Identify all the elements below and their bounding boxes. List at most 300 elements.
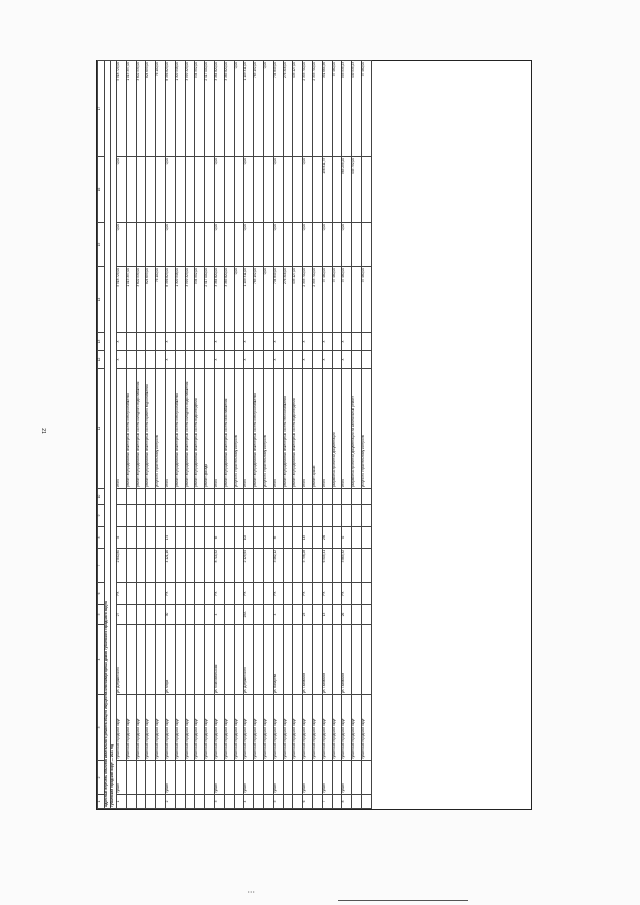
table-cell bbox=[117, 489, 127, 505]
table-cell: Х bbox=[165, 351, 175, 369]
table-cell bbox=[263, 795, 273, 809]
table-cell bbox=[244, 489, 254, 505]
table-cell: 0,00 bbox=[342, 223, 352, 267]
table-cell: 0,00 bbox=[244, 223, 254, 267]
table-cell: Губкинский городской округ bbox=[146, 695, 156, 761]
table-cell: ремонт внутридомовых инженерных систем теплоснабжения bbox=[283, 369, 293, 489]
table-cell: 8 bbox=[342, 795, 352, 809]
table-cell: 0,00 bbox=[244, 157, 254, 223]
table-row bbox=[156, 61, 166, 809]
table-cell bbox=[185, 795, 195, 809]
column-number-cell: 1 bbox=[98, 795, 105, 809]
table-cell bbox=[146, 761, 156, 795]
table-cell: 156 811,75 bbox=[322, 157, 332, 223]
table-cell: 5 798,28 bbox=[303, 549, 313, 583]
table-cell: Губкинский городской округ bbox=[273, 695, 283, 761]
table-cell bbox=[136, 489, 146, 505]
table-cell bbox=[156, 489, 166, 505]
table-cell bbox=[254, 625, 264, 695]
column-number-cell: 2 bbox=[98, 761, 105, 795]
table-cell: Губкин bbox=[117, 761, 127, 795]
footnote-marks: • • • bbox=[248, 889, 255, 894]
table-cell bbox=[156, 549, 166, 583]
table-cell bbox=[156, 505, 166, 527]
table-cell: 3 385 820,00 bbox=[224, 267, 234, 333]
table-cell bbox=[205, 333, 215, 351]
table-cell bbox=[361, 333, 371, 351]
table-cell: 8 356 823,00 bbox=[165, 267, 175, 333]
table-cell bbox=[195, 505, 205, 527]
table-cell bbox=[283, 605, 293, 625]
column-number-cell: 12 bbox=[98, 351, 105, 369]
table-cell: ул. Комсомольская bbox=[214, 625, 224, 695]
table-cell bbox=[136, 549, 146, 583]
table-cell bbox=[322, 489, 332, 505]
table-cell bbox=[165, 489, 175, 505]
table-cell bbox=[263, 605, 273, 625]
table-cell bbox=[195, 333, 205, 351]
table-cell bbox=[175, 527, 185, 549]
table-cell bbox=[205, 761, 215, 795]
table-cell: 3 602 539,00 bbox=[136, 61, 146, 157]
table-cell bbox=[263, 761, 273, 795]
table-cell: Губкинский городской округ bbox=[224, 695, 234, 761]
table-cell: 0,00 bbox=[303, 157, 313, 223]
column-number-cell: 17 bbox=[98, 61, 105, 157]
table-cell: Губкинский городской округ bbox=[185, 695, 195, 761]
table-cell bbox=[254, 333, 264, 351]
table-cell bbox=[136, 761, 146, 795]
table-cell bbox=[175, 351, 185, 369]
table-cell bbox=[126, 605, 136, 625]
table-cell bbox=[303, 505, 313, 527]
table-cell bbox=[185, 351, 195, 369]
section-title: Адресный перечень объектов капитального ремонта общего имущества многоквартирных домов Губкинского городского округа bbox=[105, 61, 111, 809]
table-cell bbox=[352, 527, 362, 549]
table-cell: 85 bbox=[273, 527, 283, 549]
column-number-cell: 16 bbox=[98, 157, 105, 223]
table-cell: 65 bbox=[214, 527, 224, 549]
table-cell bbox=[195, 625, 205, 695]
table-cell: 1 309 548,00 bbox=[175, 61, 185, 157]
table-cell: 37 460,00 bbox=[332, 267, 342, 333]
table-cell bbox=[312, 223, 322, 267]
table-cell bbox=[205, 605, 215, 625]
table-cell bbox=[156, 625, 166, 695]
table-cell: 8 356 823,00 bbox=[165, 61, 175, 157]
table-cell: 3 462,12 bbox=[273, 549, 283, 583]
table-cell: Губкинский городской округ bbox=[303, 695, 313, 761]
table-cell: ремонт внутридомовых инженерных систем холодного водоснабжения bbox=[185, 369, 195, 489]
table-cell: 2 333 700,00 bbox=[312, 61, 322, 157]
table-cell bbox=[254, 489, 264, 505]
bottom-rule bbox=[338, 900, 468, 901]
table-cell bbox=[312, 333, 322, 351]
table-cell bbox=[205, 527, 215, 549]
table-cell bbox=[361, 761, 371, 795]
table-cell: Губкин bbox=[342, 761, 352, 795]
table-cell bbox=[117, 505, 127, 527]
table-cell bbox=[312, 761, 322, 795]
table-cell bbox=[273, 505, 283, 527]
column-number-cell: 4 bbox=[98, 625, 105, 695]
table-cell bbox=[224, 333, 234, 351]
table-cell: Х bbox=[273, 333, 283, 351]
table-cell: Губкинский городской округ bbox=[205, 695, 215, 761]
table-cell bbox=[254, 605, 264, 625]
table-cell bbox=[263, 333, 273, 351]
table-cell bbox=[146, 605, 156, 625]
table-cell: Х bbox=[244, 351, 254, 369]
table-cell: Х bbox=[303, 351, 313, 369]
table-cell: 593 935,23 bbox=[342, 61, 352, 157]
table-cell bbox=[146, 157, 156, 223]
table-cell: РХ bbox=[303, 583, 313, 605]
table-cell bbox=[263, 489, 273, 505]
table-row bbox=[312, 61, 322, 809]
table-cell bbox=[342, 489, 352, 505]
table-cell bbox=[312, 505, 322, 527]
table-cell bbox=[312, 625, 322, 695]
table-cell: 0,00 bbox=[234, 267, 244, 333]
table-cell: 2 129,64 bbox=[244, 549, 254, 583]
table-cell bbox=[136, 795, 146, 809]
table-cell: 76 100,00 bbox=[156, 61, 166, 157]
table-cell bbox=[361, 605, 371, 625]
table-cell bbox=[156, 583, 166, 605]
table-cell: 0,00 bbox=[303, 223, 313, 267]
table-cell bbox=[205, 351, 215, 369]
table-cell: 8 714,52 bbox=[214, 549, 224, 583]
table-cell bbox=[283, 505, 293, 527]
table-cell: 763 192,00 bbox=[254, 267, 264, 333]
table-cell: Губкинский городской округ bbox=[283, 695, 293, 761]
table-row bbox=[361, 61, 371, 809]
table-cell bbox=[156, 527, 166, 549]
table-cell: 1 015 397,00 bbox=[126, 267, 136, 333]
table-cell bbox=[254, 761, 264, 795]
table-cell bbox=[146, 333, 156, 351]
table-cell: ул. Дзержинского bbox=[117, 625, 127, 695]
table-cell bbox=[361, 527, 371, 549]
column-number-cell: 15 bbox=[98, 223, 105, 267]
table-cell bbox=[352, 489, 362, 505]
table-cell bbox=[136, 157, 146, 223]
table-cell bbox=[224, 605, 234, 625]
table-cell: 0,00 bbox=[117, 157, 127, 223]
table-cell bbox=[195, 549, 205, 583]
table-cell bbox=[224, 761, 234, 795]
table-cell bbox=[283, 549, 293, 583]
table-cell: разработка проектной документации bbox=[332, 369, 342, 489]
table-cell bbox=[224, 157, 234, 223]
table-cell: 0,00 bbox=[322, 223, 332, 267]
table-cell: ул. Газовиков bbox=[342, 625, 352, 695]
table-cell: 5 518 729,00 bbox=[117, 61, 127, 157]
table-cell bbox=[352, 625, 362, 695]
table-cell: разработка проектной документации на капитальный ремонт bbox=[352, 369, 362, 489]
table-cell: Губкинский городской округ bbox=[361, 695, 371, 761]
table-cell bbox=[175, 795, 185, 809]
table-cell: 2 bbox=[165, 795, 175, 809]
page-number: 21 bbox=[39, 428, 46, 434]
table-cell: 449 935,23 bbox=[352, 61, 362, 157]
table-cell bbox=[195, 605, 205, 625]
table-cell: ремонт внутридомовых инженерных систем холодного водоснабжения bbox=[136, 369, 146, 489]
table-cell: Х bbox=[117, 333, 127, 351]
table-cell bbox=[273, 489, 283, 505]
table-cell bbox=[156, 223, 166, 267]
table-cell bbox=[175, 489, 185, 505]
table-cell bbox=[136, 223, 146, 267]
table-cell bbox=[156, 605, 166, 625]
table-cell: Х bbox=[214, 351, 224, 369]
table-cell bbox=[205, 489, 215, 505]
table-cell: итого bbox=[322, 369, 332, 489]
table-cell bbox=[205, 795, 215, 809]
table-cell bbox=[361, 549, 371, 583]
table-cell: ремонт внутридомовых инженерных систем электроснабжения bbox=[175, 369, 185, 489]
table-cell: Губкин bbox=[303, 761, 313, 795]
table-cell: 0,00 bbox=[117, 223, 127, 267]
table-cell: 7 bbox=[322, 795, 332, 809]
table-cell: 34 bbox=[117, 527, 127, 549]
table-cell: Губкинский городской округ bbox=[352, 695, 362, 761]
table-row bbox=[126, 61, 136, 809]
table-cell: 0,00 bbox=[165, 223, 175, 267]
table-cell: 734 849,00 bbox=[273, 267, 283, 333]
table-cell bbox=[126, 351, 136, 369]
table-cell: 3 602 539,00 bbox=[136, 267, 146, 333]
table-cell: Губкинский городской округ bbox=[312, 695, 322, 761]
table-cell bbox=[361, 505, 371, 527]
column-number-cell: 5 bbox=[98, 605, 105, 625]
table-cell: итого bbox=[165, 369, 175, 489]
table-cell bbox=[361, 157, 371, 223]
table-cell: Губкинский городской округ bbox=[234, 695, 244, 761]
table-cell bbox=[224, 223, 234, 267]
table-cell bbox=[352, 333, 362, 351]
table-cell bbox=[136, 605, 146, 625]
table-cell: ремонт внутридомовых инженерных систем электроснабжения bbox=[126, 369, 136, 489]
table-cell bbox=[224, 527, 234, 549]
column-number-cell: 11 bbox=[98, 369, 105, 489]
table-cell bbox=[352, 795, 362, 809]
table-cell: 0,00 bbox=[165, 157, 175, 223]
table-cell: 26 bbox=[342, 605, 352, 625]
column-number-cell: 13 bbox=[98, 333, 105, 351]
table-cell bbox=[361, 625, 371, 695]
table-cell bbox=[156, 333, 166, 351]
table-cell bbox=[146, 351, 156, 369]
table-cell: 1 309 548,00 bbox=[175, 267, 185, 333]
table-row bbox=[322, 61, 332, 809]
table-cell bbox=[195, 795, 205, 809]
table-cell bbox=[175, 583, 185, 605]
table-cell: Губкин bbox=[244, 761, 254, 795]
table-cell: Губкинский городской округ bbox=[322, 695, 332, 761]
table-cell: Губкинский городской округ bbox=[117, 695, 127, 761]
table-cell: 1 109 311,00 bbox=[244, 267, 254, 333]
table-cell bbox=[352, 761, 362, 795]
table-cell: 25А bbox=[244, 605, 254, 625]
table-cell: 445 792,00 bbox=[352, 157, 362, 223]
table-cell bbox=[195, 351, 205, 369]
table-cell bbox=[136, 351, 146, 369]
column-number-cell: 9 bbox=[98, 505, 105, 527]
table-cell bbox=[263, 527, 273, 549]
table-cell: 236 bbox=[322, 527, 332, 549]
table-row bbox=[254, 61, 264, 809]
table-cell: 6 bbox=[303, 795, 313, 809]
table-cell bbox=[156, 795, 166, 809]
table-cell: 76 100,00 bbox=[156, 267, 166, 333]
table-cell: 3 865,32 bbox=[342, 549, 352, 583]
table-cell: 37 460,00 bbox=[322, 267, 332, 333]
table-cell: итого bbox=[342, 369, 352, 489]
table-cell: ул. Лазарева bbox=[273, 625, 283, 695]
table-cell bbox=[156, 157, 166, 223]
table-cell bbox=[312, 489, 322, 505]
table-cell bbox=[234, 157, 244, 223]
table-cell: РХ bbox=[273, 583, 283, 605]
table-cell bbox=[293, 489, 303, 505]
table-cell bbox=[126, 625, 136, 695]
table-cell bbox=[263, 549, 273, 583]
table-cell: 3 385 820,00 bbox=[224, 61, 234, 157]
table-cell: 963 295,20 bbox=[342, 157, 352, 223]
table-cell: 0,00 bbox=[273, 223, 283, 267]
table-cell bbox=[175, 223, 185, 267]
table-cell bbox=[352, 351, 362, 369]
table-cell: услуги по строительному контролю bbox=[263, 369, 273, 489]
table-cell bbox=[224, 505, 234, 527]
table-cell bbox=[361, 795, 371, 809]
table-cell bbox=[283, 333, 293, 351]
table-cell bbox=[195, 583, 205, 605]
table-cell: 5 bbox=[273, 795, 283, 809]
table-cell bbox=[361, 223, 371, 267]
table-cell: ремонт внутридомовых инженерных систем водоотведения bbox=[195, 369, 205, 489]
table-cell bbox=[185, 605, 195, 625]
table-cell bbox=[254, 583, 264, 605]
table-cell: РХ bbox=[214, 583, 224, 605]
table-cell bbox=[352, 583, 362, 605]
table-cell bbox=[146, 583, 156, 605]
table-cell: РХ bbox=[342, 583, 352, 605]
table-cell bbox=[224, 351, 234, 369]
table-cell bbox=[146, 795, 156, 809]
table-cell: 13 bbox=[322, 605, 332, 625]
table-cell bbox=[214, 489, 224, 505]
table-cell bbox=[185, 333, 195, 351]
table-cell bbox=[352, 267, 362, 333]
table-row bbox=[293, 61, 303, 809]
table-cell: 734 849,00 bbox=[273, 61, 283, 157]
table-cell bbox=[185, 625, 195, 695]
table-cell: 1 015 397,00 bbox=[126, 61, 136, 157]
table-cell bbox=[263, 625, 273, 695]
table-cell: Х bbox=[117, 351, 127, 369]
table-cell: 37 460,00 bbox=[342, 267, 352, 333]
table-cell bbox=[254, 351, 264, 369]
table-cell: Х bbox=[322, 333, 332, 351]
table-cell bbox=[254, 505, 264, 527]
table-row bbox=[165, 61, 175, 809]
table-cell: Губкинский городской округ bbox=[126, 695, 136, 761]
table-cell bbox=[224, 583, 234, 605]
table-cell bbox=[136, 583, 146, 605]
table-cell: 23 bbox=[303, 605, 313, 625]
rotated-table-frame bbox=[96, 60, 532, 810]
table-row bbox=[117, 61, 127, 809]
table-cell: ремонт крыши bbox=[312, 369, 322, 489]
table-cell bbox=[293, 157, 303, 223]
table-cell: ремонт внутридомовых инженерных систем горячего водоснабжения bbox=[146, 369, 156, 489]
table-cell bbox=[175, 505, 185, 527]
table-cell bbox=[361, 583, 371, 605]
table-cell bbox=[175, 761, 185, 795]
table-cell: услуги по строительному контролю bbox=[234, 369, 244, 489]
table-cell bbox=[136, 527, 146, 549]
table-row bbox=[352, 61, 362, 809]
table-cell bbox=[146, 505, 156, 527]
table-cell: ремонт фасада bbox=[205, 369, 215, 489]
table-cell: Х bbox=[214, 333, 224, 351]
table-cell bbox=[205, 157, 215, 223]
table-cell: Губкинский городской округ bbox=[244, 695, 254, 761]
table-cell bbox=[254, 223, 264, 267]
table-cell bbox=[283, 351, 293, 369]
table-cell bbox=[263, 583, 273, 605]
table-cell: Х bbox=[342, 351, 352, 369]
table-cell bbox=[175, 333, 185, 351]
table-cell: 534 952,00 bbox=[195, 61, 205, 157]
table-cell: 102 bbox=[244, 527, 254, 549]
table-cell bbox=[146, 223, 156, 267]
table-cell bbox=[283, 625, 293, 695]
table-cell: ремонт внутридомовых инженерных систем водоотведения bbox=[293, 369, 303, 489]
table-cell bbox=[312, 605, 322, 625]
table-cell bbox=[263, 351, 273, 369]
table-cell: Х bbox=[322, 351, 332, 369]
table-cell bbox=[224, 795, 234, 809]
table-cell: Губкинский городской округ bbox=[214, 695, 224, 761]
table-cell bbox=[195, 223, 205, 267]
table-cell: Губкинский городской округ bbox=[156, 695, 166, 761]
table-cell: Губкинский городской округ bbox=[195, 695, 205, 761]
column-number-cell: 14 bbox=[98, 267, 105, 333]
table-rotor bbox=[97, 61, 531, 809]
table-cell bbox=[185, 549, 195, 583]
table-cell: 824 693,00 bbox=[146, 267, 156, 333]
table-cell: ул. Дзержинского bbox=[244, 625, 254, 695]
table-cell: 433 127,00 bbox=[293, 267, 303, 333]
table-cell: 1 bbox=[117, 795, 127, 809]
table-cell: 351 664,96 bbox=[322, 61, 332, 157]
table-cell: ул. Газовиков bbox=[303, 625, 313, 695]
table-cell: 4 121,16 bbox=[165, 549, 175, 583]
table-cell: услуги по строительному контролю bbox=[156, 369, 166, 489]
table-cell bbox=[195, 157, 205, 223]
table-cell: 30 bbox=[165, 605, 175, 625]
table-cell: 2 417 000,00 bbox=[205, 61, 215, 157]
table-cell bbox=[165, 505, 175, 527]
table-cell bbox=[175, 625, 185, 695]
table-cell: ремонт внутридомовых инженерных систем газоснабжения bbox=[224, 369, 234, 489]
column-number-cell: 8 bbox=[98, 527, 105, 549]
table-cell: Губкин bbox=[214, 761, 224, 795]
